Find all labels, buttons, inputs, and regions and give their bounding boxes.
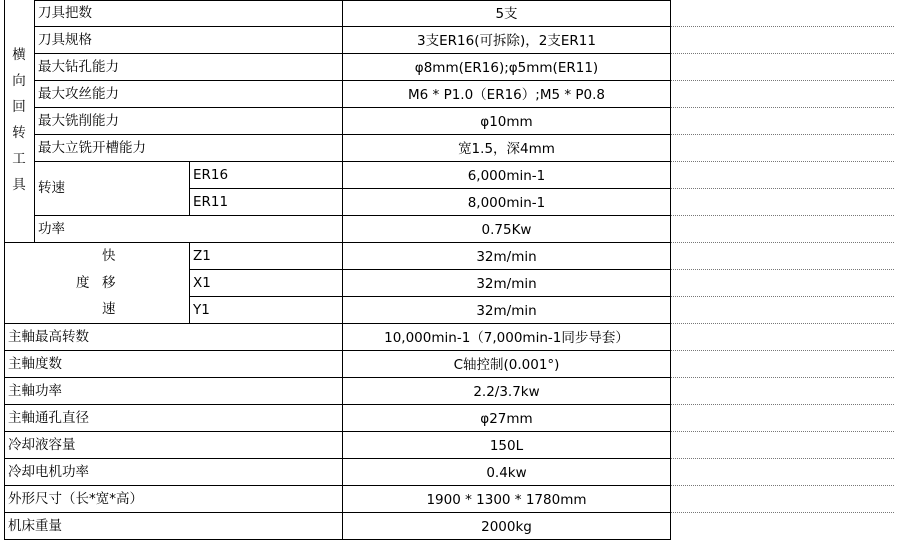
spec-value: 宽1.5，深4mm xyxy=(458,141,555,157)
group-label-char: 度 xyxy=(76,275,90,291)
spec-label: 机床重量 xyxy=(8,518,62,534)
spec-label: 主軸度数 xyxy=(8,356,62,372)
spec-label: 刀具把数 xyxy=(38,5,92,21)
group-label-char: 速 xyxy=(102,301,116,317)
spec-value: 32m/min xyxy=(476,276,537,292)
spec-value: 8,000min-1 xyxy=(467,195,546,211)
spec-value: φ8mm(ER16);φ5mm(ER11) xyxy=(414,60,599,76)
spec-value: 32m/min xyxy=(476,303,537,319)
group-label-char: 回 xyxy=(12,99,26,115)
spec-value: C轴控制(0.001°) xyxy=(453,357,560,373)
spec-label: 外形尺寸（长*宽*高） xyxy=(8,491,143,507)
group-label-char: 快 xyxy=(102,248,116,264)
spec-sublabel: ER16 xyxy=(193,167,229,183)
spec-label: 主軸功率 xyxy=(8,383,62,399)
spec-label: 冷却电机功率 xyxy=(8,464,89,480)
spec-label: 最大钻孔能力 xyxy=(38,59,119,75)
spec-label: 冷却液容量 xyxy=(8,437,76,453)
spec-value: 3支ER16(可拆除)，2支ER11 xyxy=(417,33,596,49)
spec-value: 2000kg xyxy=(481,519,532,535)
spec-value: φ27mm xyxy=(480,411,533,427)
spec-value: 0.75Kw xyxy=(481,222,532,238)
spec-value: 10,000min-1（7,000min-1同步导套） xyxy=(384,330,629,346)
group-label-char: 工 xyxy=(12,151,26,167)
spec-value: φ10mm xyxy=(480,114,533,130)
group-label-char: 转 xyxy=(12,125,26,141)
axis-label: X1 xyxy=(193,275,211,291)
spec-value: 1900 * 1300 * 1780mm xyxy=(426,492,587,508)
spec-value: 150L xyxy=(489,438,524,454)
spec-label: 最大立铣开槽能力 xyxy=(38,140,146,156)
spec-value: 32m/min xyxy=(476,249,537,265)
group-label-char: 横 xyxy=(12,47,26,63)
spec-label: 主軸通孔直径 xyxy=(8,410,89,426)
spec-label: 刀具规格 xyxy=(38,32,92,48)
spec-label: 功率 xyxy=(38,221,65,237)
group-label-char: 移 xyxy=(102,275,116,291)
spec-value: M6 * P1.0（ER16）;M5 * P0.8 xyxy=(408,87,605,103)
spec-label: 主軸最高转数 xyxy=(8,329,89,345)
spec-sublabel: ER11 xyxy=(193,194,229,210)
spec-value: 0.4kw xyxy=(486,465,527,481)
axis-label: Z1 xyxy=(193,248,211,264)
spec-value: 2.2/3.7kw xyxy=(473,384,540,400)
axis-label: Y1 xyxy=(193,302,210,318)
group-label-char: 向 xyxy=(12,73,26,89)
spec-value: 6,000min-1 xyxy=(467,168,546,184)
group-label-char: 具 xyxy=(12,177,26,193)
spec-label: 转速 xyxy=(38,180,65,196)
spec-label: 最大铣削能力 xyxy=(38,113,119,129)
spec-label: 最大攻丝能力 xyxy=(38,86,119,102)
spec-value: 5支 xyxy=(495,6,518,22)
